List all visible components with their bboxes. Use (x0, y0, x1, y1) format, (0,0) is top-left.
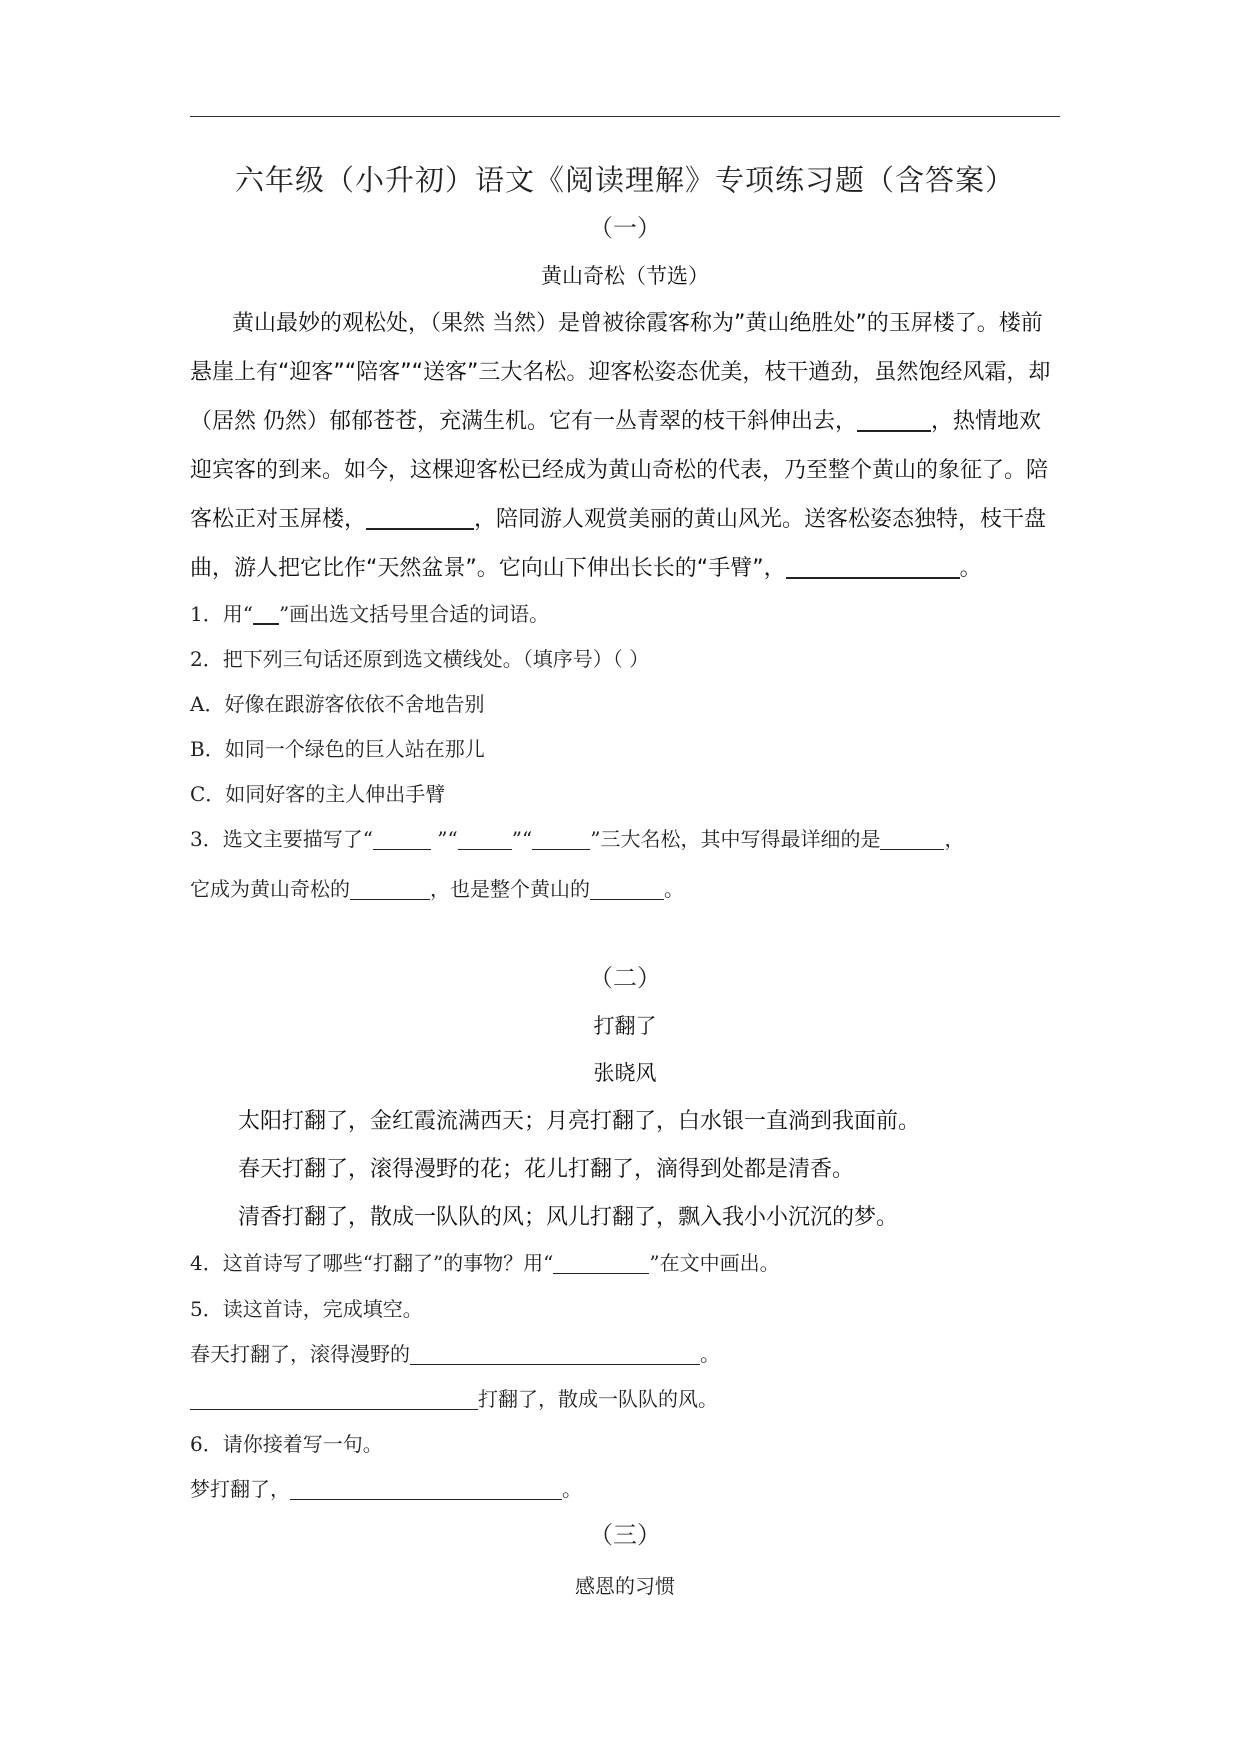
underline-sample (553, 1253, 649, 1274)
poem-line: 春天打翻了，滚得漫野的花；花儿打翻了，滴得到处都是清香。 (238, 1157, 855, 1182)
question-3: 3．选文主要描写了“ ”“ ”“ ”三大名松，其中写得最详细的是 ， (190, 827, 965, 851)
answer-blank[interactable] (458, 829, 512, 850)
passage-line: 悬崖上有“迎客”“陪客”“送客”三大名松。迎客松姿态优美，枝干遒劲，虽然饱经风霜，却 (190, 360, 1051, 385)
passage-line: 曲，游人把它比作“天然盆景”。它向山下伸出长长的“手臂”， 。 (190, 556, 982, 581)
question-6: 6．请你接着写一句。 (190, 1432, 383, 1456)
passage-line: 客松正对玉屏楼， ，陪同游人观赏美丽的黄山风光。送客松姿态独特，枝干盘 (190, 507, 1047, 532)
question-1: 1．用“ ”画出选文括号里合适的词语。 (190, 602, 550, 626)
answer-blank[interactable] (590, 879, 664, 900)
answer-blank[interactable] (190, 1389, 478, 1410)
passage-title-3: 感恩的习惯 (575, 1574, 675, 1598)
option-b: B．如同一个绿色的巨人站在那儿 (190, 737, 485, 761)
answer-blank[interactable] (857, 408, 931, 432)
option-a: A．好像在跟游客依依不舍地告别 (190, 692, 485, 716)
poem-title: 打翻了 (593, 1014, 657, 1038)
answer-blank[interactable] (532, 829, 590, 850)
answer-blank[interactable] (350, 879, 430, 900)
header-rule (190, 116, 1060, 117)
passage-line: （居然 仍然）郁郁苍苍，充满生机。它有一丛青翠的枝干斜伸出去， ，热情地欢 (190, 409, 1042, 434)
section-label-3: （三） (589, 1521, 661, 1549)
question-2: 2．把下列三句话还原到选文横线处。（填序号）（ ） (190, 647, 650, 671)
question-3-cont: 它成为黄山奇松的 ，也是整个黄山的 。 (190, 877, 684, 901)
poem-line: 太阳打翻了，金红霞流满西天；月亮打翻了，白水银一直淌到我面前。 (238, 1109, 921, 1134)
answer-blank[interactable] (366, 506, 474, 530)
poem-line: 清香打翻了，散成一队队的风；风儿打翻了，飘入我小小沉沉的梦。 (238, 1205, 899, 1230)
answer-blank[interactable] (786, 555, 960, 579)
answer-blank[interactable] (410, 1344, 700, 1365)
poem-author: 张晓风 (593, 1061, 657, 1085)
fill-line: 春天打翻了，滚得漫野的 。 (190, 1342, 720, 1366)
section-label-1: （一） (589, 214, 661, 242)
passage-title-1: 黄山奇松（节选） (541, 264, 709, 288)
document-title: 六年级（小升初）语文《阅读理解》专项练习题（含答案） (234, 163, 1015, 197)
answer-blank[interactable] (373, 829, 431, 850)
question-5: 5．读这首诗，完成填空。 (190, 1297, 423, 1321)
answer-blank[interactable] (880, 829, 944, 850)
passage-line: 黄山最妙的观松处，（果然 当然）是曾被徐霞客称为”黄山绝胜处”的玉屏楼了。楼前 (232, 311, 1043, 336)
underline-sample (253, 603, 279, 625)
option-c: C．如同好客的主人伸出手臂 (190, 782, 446, 806)
fill-line: 梦打翻了， 。 (190, 1477, 582, 1501)
question-4: 4．这首诗写了哪些“打翻了”的事物？用“ ”在文中画出。 (190, 1251, 780, 1275)
answer-blank[interactable] (290, 1479, 562, 1500)
section-label-2: （二） (589, 964, 661, 992)
passage-line: 迎宾客的到来。如今，这棵迎客松已经成为黄山奇松的代表，乃至整个黄山的象征了。陪 (190, 458, 1049, 483)
fill-line: 打翻了，散成一队队的风。 (190, 1383, 718, 1412)
